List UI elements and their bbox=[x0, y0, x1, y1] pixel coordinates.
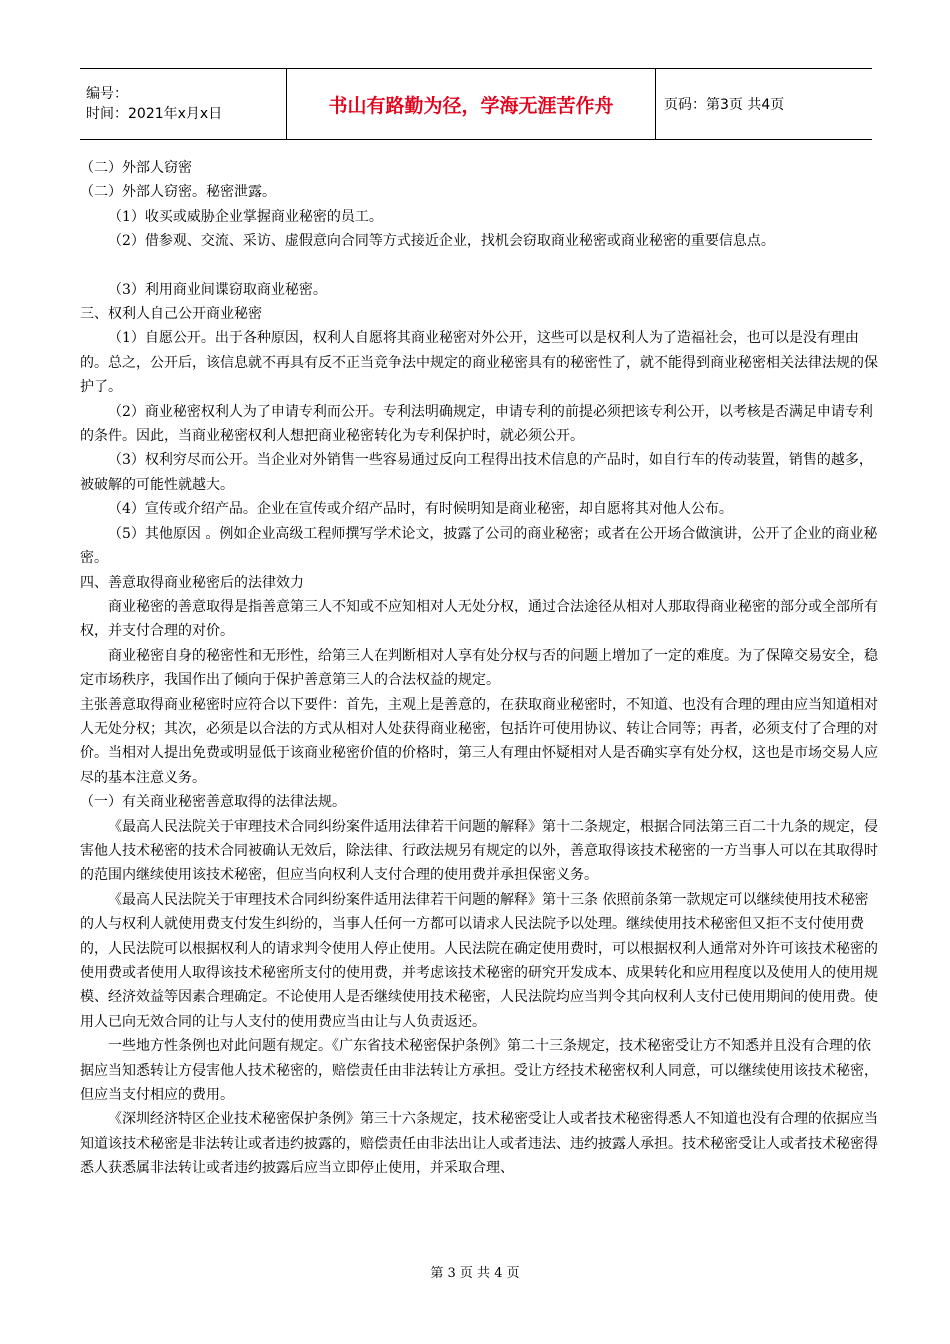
paragraph: （4）宣传或介绍产品。企业在宣传或介绍产品时，有时候明知是商业秘密，却自愿将其对他人公布。 bbox=[108, 501, 733, 518]
list-item: （2）借参观、交流、采访、虚假意向合同等方式接近企业，找机会窃取商业秘密或商业秘密的重要信息点。 bbox=[108, 233, 775, 250]
paragraph: 主张善意取得商业秘密时应符合以下要件：首先，主观上是善意的，在获取商业秘密时，不知道、也没有合理的理由应当知道相对人无处分权；其次，必须是以合法的方式从相对人处获得商业秘密，包括许可使用协议、转让合同等；再者，必须支付了合理的对价。当相对人提出免费或明显低于该商业秘密价值的价格时，第三人有理由怀疑相对人是否确实享有处分权，这也是市场交易人应尽的基本注意义务。 bbox=[80, 696, 878, 786]
paragraph: 《深圳经济特区企业技术秘密保护条例》第三十六条规定，技术秘密受让人或者技术秘密得悉人不知道也没有合理的依据应当知道该技术秘密是非法转让或者违约披露的，赔偿责任由非法出让人或者违法、违约披露人承担。技术秘密受让人或者技术秘密得悉人获悉属非法转让或者违约披露后应当立即停止使用，并采取合理、 bbox=[80, 1111, 878, 1177]
spacer bbox=[80, 254, 880, 278]
paragraph: 《最高人民法院关于审理技术合同纠纷案件适用法律若干问题的解释》第十二条规定，根据合同法第三百二十九条的规定，侵害他人技术秘密的技术合同被确认无效后，除法律、行政法规另有规定的以外，善意取得该技术秘密的一方当事人可以在其取得时的范围内继续使用该技术秘密，但应当向权利人支付合理的使用费并承担保密义务。 bbox=[80, 818, 878, 884]
paragraph: 商业秘密自身的秘密性和无形性，给第三人在判断相对人享有处分权与否的问题上增加了一定的难度。为了保障交易安全，稳定市场秩序，我国作出了倾向于保护善意第三人的合法权益的规定。 bbox=[80, 647, 878, 689]
paragraph: 一些地方性条例也对此问题有规定。《广东省技术秘密保护条例》第二十三条规定，技术秘密受让方不知悉并且没有合理的依据应当知悉转让方侵害他人技术秘密的，赔偿责任由非法转让方承担。受让方经技术秘密权利人同意，可以继续使用该技术秘密，但应当支付相应的费用。 bbox=[80, 1038, 878, 1104]
list-item: （1）收买或威胁企业掌握商业秘密的员工。 bbox=[108, 208, 383, 225]
paragraph: 商业秘密的善意取得是指善意第三人不知或不应知相对人无处分权，通过合法途径从相对人那取得商业秘密的部分或全部所有权，并支付合理的对价。 bbox=[80, 598, 878, 640]
document-header bbox=[80, 68, 872, 140]
list-item: （3）利用商业间谍窃取商业秘密。 bbox=[108, 281, 327, 298]
header-page-info: 页码：第3页 共4页 bbox=[656, 69, 873, 140]
header-meta bbox=[80, 69, 287, 140]
paragraph: （5）其他原因 。例如企业高级工程师撰写学术论文，披露了公司的商业秘密；或者在公开场合做演讲，公开了企业的商业秘密。 bbox=[80, 525, 878, 567]
section-heading: （二）外部人窃密 bbox=[80, 160, 192, 176]
paragraph: （3）权利穷尽而公开。当企业对外销售一些容易通过反向工程得出技术信息的产品时，如自行车的传动装置，销售的越多，被破解的可能性就越大。 bbox=[80, 452, 873, 493]
page-footer: 第 3 页 共 4 页 bbox=[430, 1266, 520, 1281]
section-heading: 三、权利人自己公开商业秘密 bbox=[80, 306, 262, 323]
section-heading: （二）外部人窃密。秘密泄露。 bbox=[80, 184, 276, 201]
document-body bbox=[80, 156, 880, 1181]
header-motto: 书山有路勤为径，学海无涯苦作舟 bbox=[287, 69, 656, 140]
date-label: 时间：2021年x月x日 bbox=[86, 106, 223, 122]
section-heading: （一）有关商业秘密善意取得的法律法规。 bbox=[80, 794, 346, 811]
number-label: 编号： bbox=[86, 86, 128, 102]
section-heading: 四、善意取得商业秘密后的法律效力 bbox=[80, 574, 304, 591]
paragraph: （2）商业秘密权利人为了申请专利而公开。专利法明确规定，申请专利的前提必须把该专利公开，以考核是否满足申请专利的条件。因此，当商业秘密权利人想把商业秘密转化为专利保护时，就必须公开。 bbox=[80, 403, 873, 445]
paragraph: （1）自愿公开。出于各种原因，权利人自愿将其商业秘密对外公开，这些可以是权利人为了造福社会，也可以是没有理由的。总之，公开后，该信息就不再具有反不正当竞争法中规定的商业秘密具有的秘密性了，就不能得到商业秘密相关法律法规的保护了。 bbox=[80, 330, 878, 396]
paragraph: 《最高人民法院关于审理技术合同纠纷案件适用法律若干问题的解释》第十三条 依照前条第一款规定可以继续使用技术秘密的人与权利人就使用费支付发生纠纷的，当事人任何一方都可以请求人民法院予以处理。继续使用技术秘密但又拒不支付使用费的，人民法院可以根据权利人的请求判令使用人停止使用。人民法院在确定使用费时，可以根据权利人通常对外许可该技术秘密的使用费或者使用人取得该技术秘密所支付的使用费，并考虑该技术秘密的研究开发成本、成果转化和应用程度以及使用人的使用规模、经济效益等因素合理确定。不论使用人是否继续使用技术秘密，人民法院均应当判令其向权利人支付已使用期间的使用费。使用人已向无效合同的让与人支付的使用费应当由让与人负责返还。 bbox=[80, 891, 878, 1030]
